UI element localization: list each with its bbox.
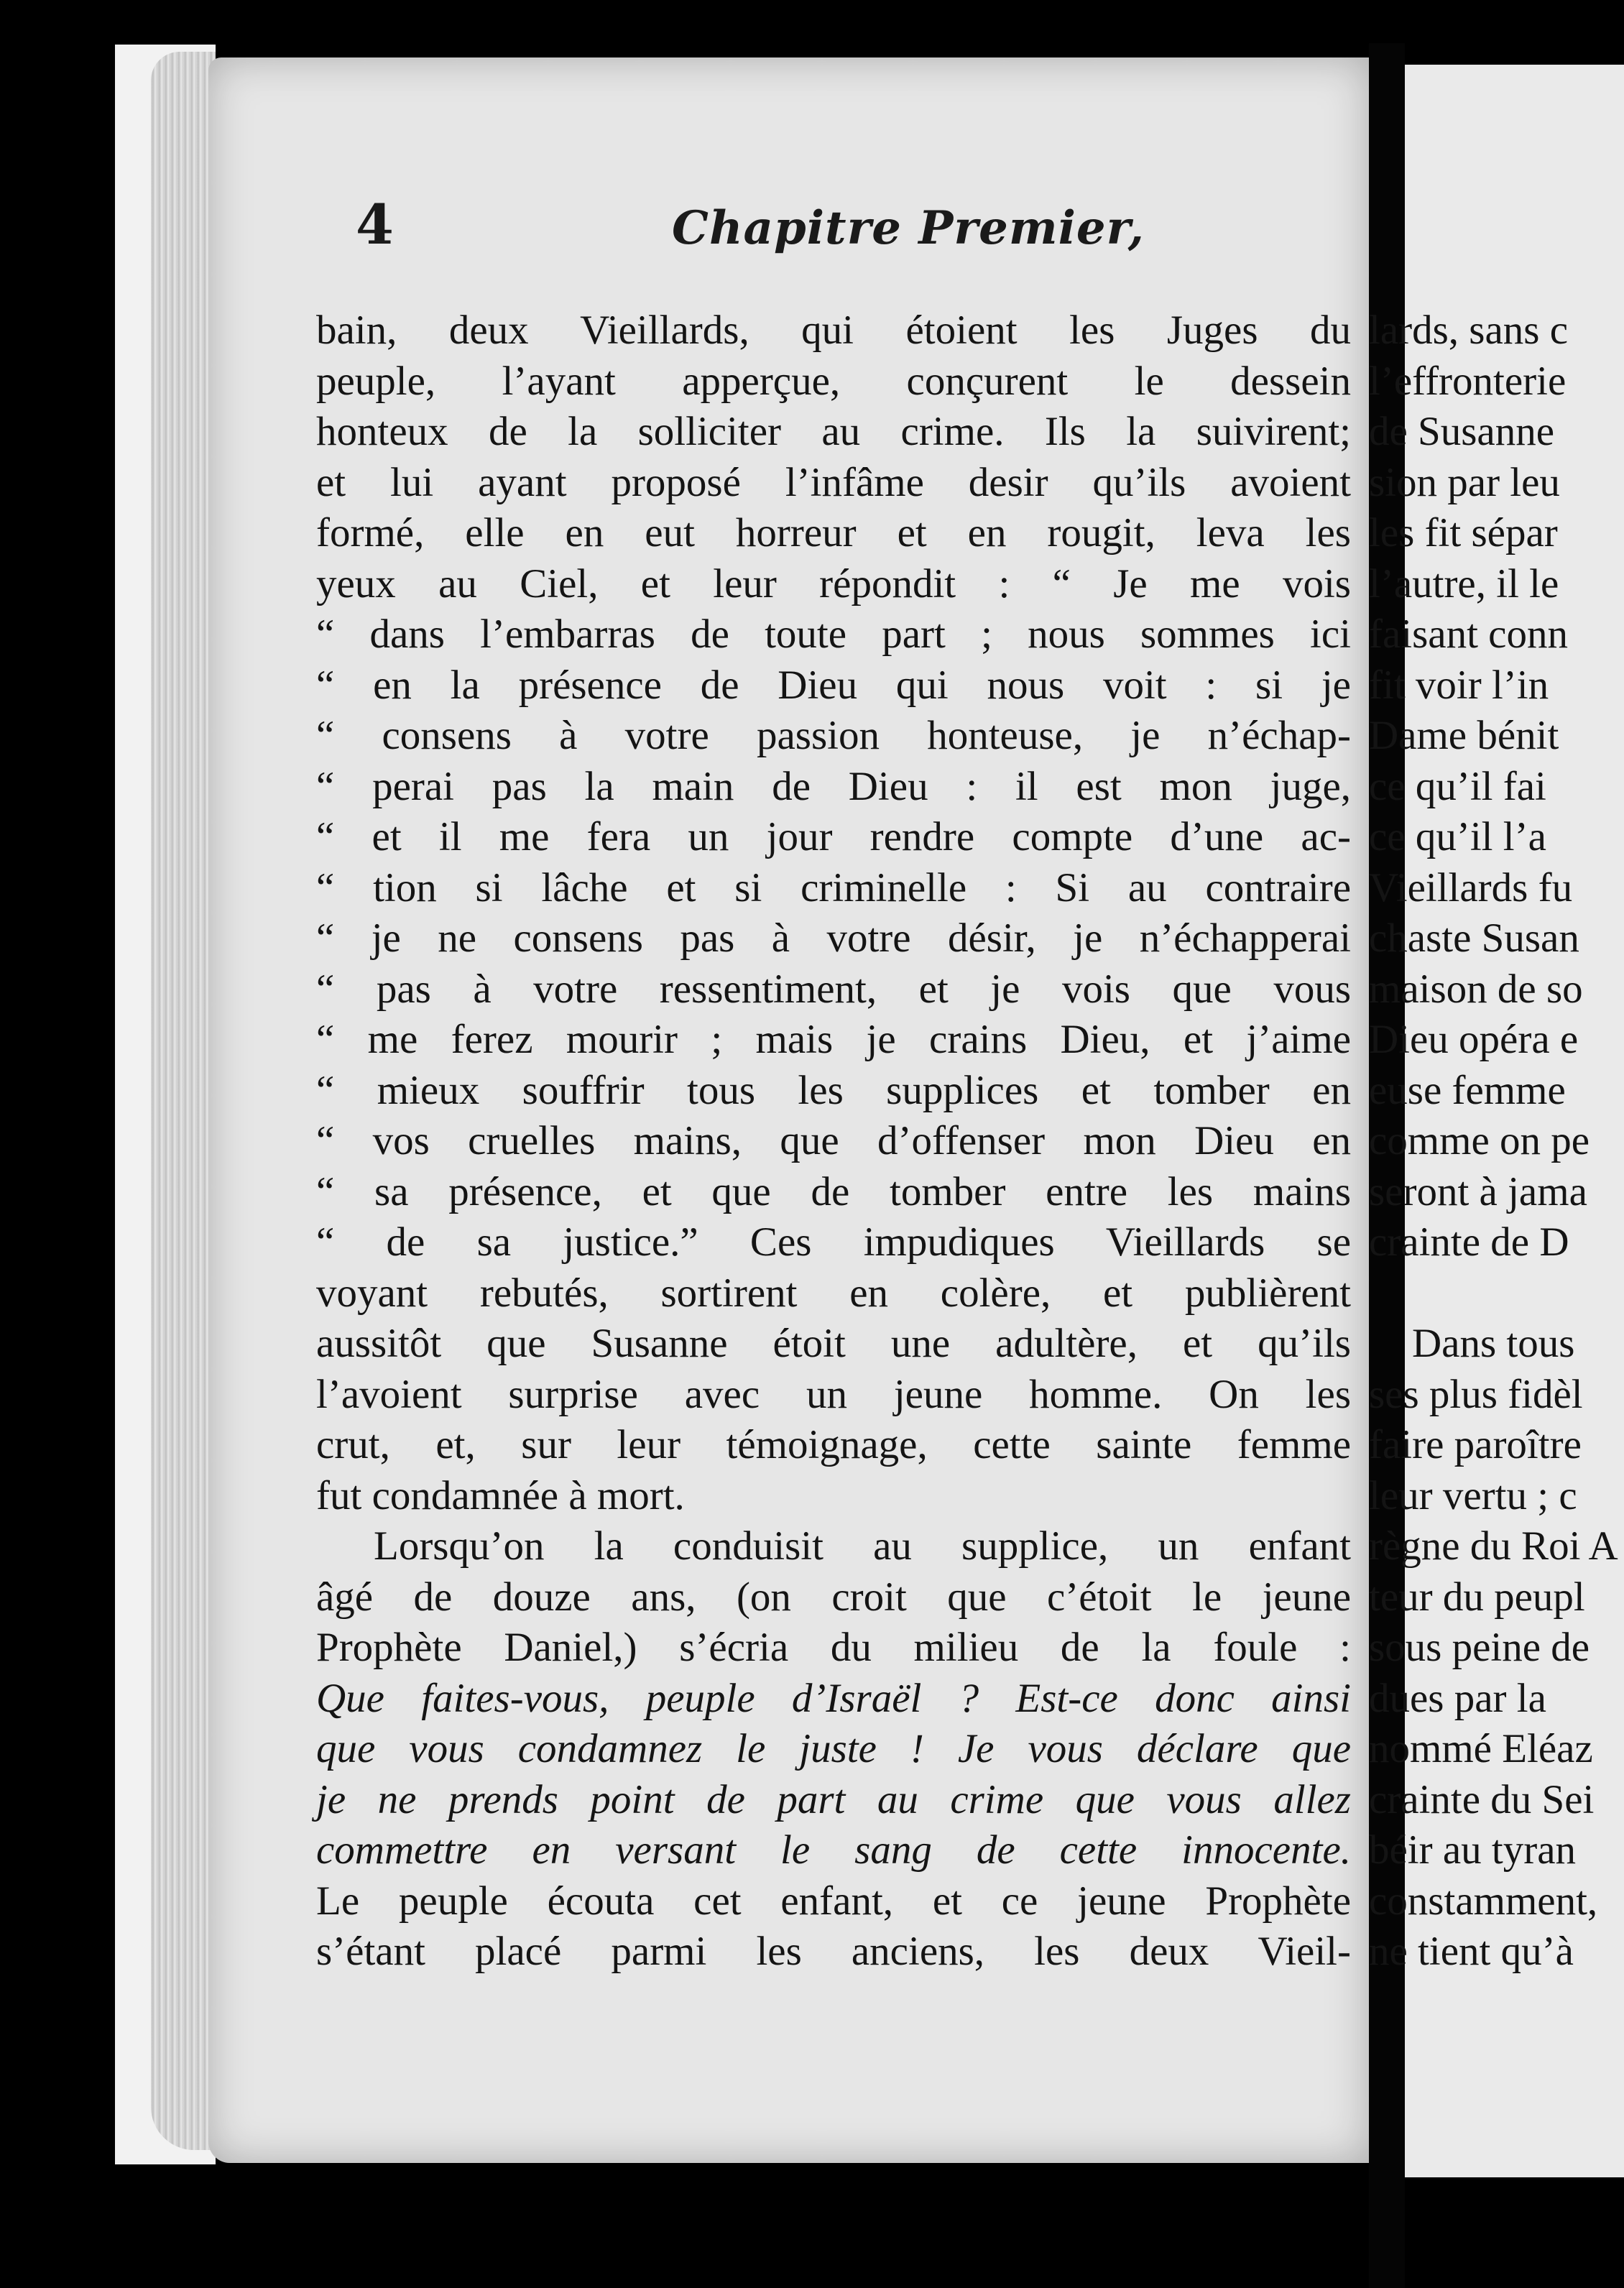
- text-line: “ vos cruelles mains, que d’offenser mon Dieu en: [316, 1118, 1351, 1163]
- page-number: 4: [356, 193, 394, 257]
- text-line: nommé Eléaz: [1369, 1726, 1593, 1771]
- text-line: dues par la: [1369, 1675, 1546, 1721]
- text-line: Lorsqu’on la conduisit au supplice, un enfant: [374, 1523, 1351, 1569]
- text-line: lards, sans c: [1369, 308, 1569, 353]
- page-edge-stack: [151, 52, 216, 2150]
- text-line: commettre en versant le sang de cette innocente.: [316, 1827, 1351, 1873]
- text-line: fit voir l’in: [1369, 662, 1549, 708]
- text-line: Vieillards fu: [1369, 864, 1573, 910]
- chapter-title: Chapitre Premier,: [672, 201, 1145, 255]
- text-line: crainte de D: [1369, 1219, 1569, 1265]
- text-line: et lui ayant proposé l’infâme desir qu’ils avoient: [316, 459, 1351, 505]
- text-line: formé, elle en eut horreur et en rougit, leva les: [316, 510, 1351, 555]
- running-head: [356, 193, 1319, 272]
- text-line: maison de so: [1369, 966, 1583, 1012]
- text-line: l’effronterie: [1369, 358, 1567, 404]
- text-line: seront à jama: [1369, 1168, 1587, 1214]
- text-line: faisant conn: [1369, 612, 1568, 657]
- text-line: Prophète Daniel,) s’écria du milieu de la foule :: [316, 1625, 1351, 1670]
- text-line: “ perai pas la main de Dieu : il est mon juge,: [316, 763, 1351, 809]
- text-line: “ de sa justice.” Ces impudiques Vieillards se: [316, 1219, 1351, 1265]
- text-line: “ en la présence de Dieu qui nous voit : si je: [316, 662, 1351, 708]
- text-line: bain, deux Vieillards, qui étoient les Juges du: [316, 308, 1351, 353]
- text-line: fut condamnée à mort.: [316, 1472, 685, 1518]
- text-line: faire paroître: [1369, 1422, 1582, 1467]
- text-line: Le peuple écouta cet enfant, et ce jeune Prophète: [316, 1878, 1351, 1924]
- text-line: l’avoient surprise avec un jeune homme. On les: [316, 1371, 1351, 1417]
- text-line: Dieu opéra e: [1369, 1017, 1579, 1062]
- text-line: Dame bénit: [1369, 713, 1559, 758]
- text-line: s’étant placé parmi les anciens, les deux Vieil-: [316, 1929, 1351, 1974]
- right-page-text: [1369, 305, 1624, 1978]
- text-line: chaste Susan: [1369, 915, 1579, 961]
- text-line: béir au tyran: [1369, 1827, 1577, 1873]
- text-line: Dans tous: [1412, 1321, 1575, 1366]
- text-line: “ mieux souffrir tous les supplices et tomber en: [316, 1067, 1351, 1113]
- text-line: ne tient qu’à: [1369, 1929, 1574, 1974]
- text-line: de Susanne: [1369, 409, 1555, 454]
- text-line: aussitôt que Susanne étoit une adultère, et qu’ils: [316, 1321, 1351, 1366]
- text-line: les fit sépar: [1369, 510, 1558, 555]
- paragraph-gap: [1369, 1268, 1624, 1319]
- text-line: constamment,: [1369, 1878, 1598, 1924]
- text-line: peuple, l’ayant apperçue, conçurent le dessein: [316, 358, 1351, 404]
- text-line: honteux de la solliciter au crime. Ils la suivirent;: [316, 409, 1351, 454]
- text-line: ses plus fidèl: [1369, 1371, 1583, 1417]
- text-line: Que faites-vous, peuple d’Israël ? Est-ce donc ainsi: [316, 1675, 1351, 1721]
- text-line: euse femme: [1369, 1067, 1566, 1113]
- text-line: l’autre, il le: [1369, 561, 1559, 606]
- text-line: “ et il me fera un jour rendre compte d’une ac-: [316, 814, 1351, 859]
- text-line: crut, et, sur leur témoignage, cette sainte femme: [316, 1422, 1351, 1467]
- text-line: yeux au Ciel, et leur répondit : “ Je me vois: [316, 561, 1351, 606]
- left-page-text: [316, 305, 1351, 1978]
- text-line: voyant rebutés, sortirent en colère, et publièrent: [316, 1270, 1351, 1316]
- text-line: “ me ferez mourir ; mais je crains Dieu, et j’aime: [316, 1017, 1351, 1062]
- text-line: “ sa présence, et que de tomber entre les mains: [316, 1168, 1351, 1214]
- text-line: âgé de douze ans, (on croit que c’étoit le jeune: [316, 1574, 1351, 1620]
- text-line: je ne prends point de part au crime que vous allez: [316, 1776, 1351, 1822]
- text-line: “ consens à votre passion honteuse, je n’échap-: [316, 713, 1351, 758]
- text-line: sion par leu: [1369, 459, 1560, 505]
- text-line: “ dans l’embarras de toute part ; nous sommes ici: [316, 612, 1351, 657]
- text-line: règne du Roi A: [1369, 1523, 1618, 1569]
- text-line: leur vertu ; c: [1369, 1472, 1577, 1518]
- text-line: teur du peupl: [1369, 1574, 1585, 1620]
- text-line: sous peine de: [1369, 1625, 1590, 1670]
- text-line: crainte du Sei: [1369, 1776, 1595, 1822]
- text-line: comme on pe: [1369, 1118, 1590, 1163]
- text-line: “ tion si lâche et si criminelle : Si au contraire: [316, 864, 1351, 910]
- text-line: “ pas à votre ressentiment, et je vois que vous: [316, 966, 1351, 1012]
- text-line: ce qu’il fai: [1369, 763, 1546, 809]
- text-line: que vous condamnez le juste ! Je vous déclare que: [316, 1726, 1351, 1771]
- text-line: ce qu’il l’a: [1369, 814, 1546, 859]
- text-line: “ je ne consens pas à votre désir, je n’échapperai: [316, 915, 1351, 961]
